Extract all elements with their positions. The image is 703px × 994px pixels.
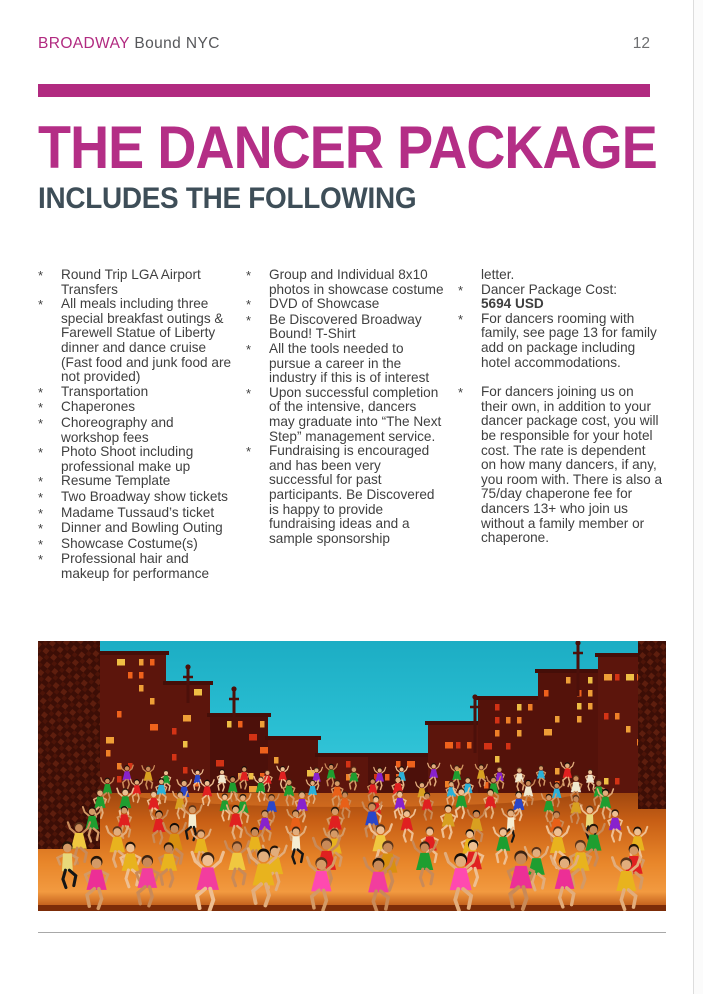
bullet-asterisk: *	[246, 444, 252, 460]
package-item-text: Choreography and workshop fees	[61, 414, 174, 445]
accent-bar	[38, 84, 650, 97]
bullet-asterisk: *	[38, 445, 44, 461]
package-item-text: For dancers rooming with family, see page 13 for family add on package including hotel accommodations.	[481, 310, 657, 370]
package-item-text: Dancer Package Cost: 5694 USD	[481, 281, 618, 312]
package-item	[38, 474, 233, 490]
package-item	[38, 297, 233, 385]
package-item	[458, 385, 663, 546]
brand-accent-text: BROADWAY	[38, 35, 130, 52]
package-cost-value: 5694 USD	[481, 296, 544, 312]
package-item-text: All the tools needed to pursue a career in the industry if this is of interest	[269, 340, 430, 386]
bullet-asterisk: *	[38, 505, 44, 521]
bullet-asterisk: *	[38, 536, 44, 552]
package-item	[38, 416, 233, 445]
package-list-section	[38, 268, 666, 581]
package-item	[246, 268, 445, 297]
package-item	[458, 268, 663, 283]
bullet-asterisk: *	[246, 385, 252, 401]
bullet-asterisk: *	[38, 552, 44, 568]
package-item	[38, 268, 233, 297]
package-item	[246, 342, 445, 386]
package-item	[38, 400, 233, 416]
package-item	[38, 490, 233, 506]
package-item	[246, 444, 445, 546]
package-item-text: Showcase Costume(s)	[61, 535, 198, 551]
bullet-asterisk: *	[38, 400, 44, 416]
bullet-asterisk: *	[38, 415, 44, 431]
package-item-text: Round Trip LGA Airport Transfers	[61, 267, 201, 297]
package-item-text: Be Discovered Broadway Bound! T-Shirt	[269, 311, 422, 342]
stage-photo-illustration	[38, 641, 666, 911]
package-item-text: Upon successful completion of the intensive, dancers may graduate into “The Next Step” management service.	[269, 384, 442, 444]
page-subtitle: INCLUDES THE FOLLOWING	[38, 182, 417, 215]
brand-rest-text: Bound NYC	[129, 35, 220, 52]
package-item	[246, 386, 445, 444]
bullet-asterisk: *	[246, 268, 252, 283]
bullet-asterisk: *	[38, 474, 44, 490]
bullet-asterisk: *	[246, 297, 252, 313]
bullet-asterisk: *	[246, 312, 252, 328]
bullet-asterisk: *	[38, 521, 44, 537]
bullet-asterisk: *	[38, 489, 44, 505]
package-item-text: Madame Tussaud’s ticket	[61, 504, 215, 520]
package-item	[458, 312, 663, 370]
package-item-text: Professional hair and makeup for performance	[61, 551, 210, 581]
package-item-text: Group and Individual 8x10 photos in showcase costume	[269, 267, 444, 297]
package-item-text: Resume Template	[61, 473, 171, 489]
package-item-text: DVD of Showcase	[269, 296, 380, 312]
package-item	[38, 537, 233, 553]
stage-photo	[38, 641, 666, 911]
package-column-1	[38, 268, 233, 581]
bullet-asterisk: *	[458, 385, 464, 401]
package-item	[38, 385, 233, 401]
bullet-asterisk: *	[38, 384, 44, 400]
package-item-text: Fundraising is encouraged and has been very successful for past participants. Be Discovered is happy to provide fundraising ideas and a sample sponsorship	[269, 443, 435, 546]
package-item-text: Chaperones	[61, 399, 136, 415]
package-item-text: Dinner and Bowling Outing	[61, 520, 223, 536]
package-item	[458, 283, 663, 312]
package-item-text: Photo Shoot including professional make up	[61, 444, 194, 474]
bullet-asterisk: *	[458, 282, 464, 298]
bullet-asterisk: *	[246, 341, 252, 357]
package-item	[38, 445, 233, 474]
package-item-text: Two Broadway show tickets	[61, 488, 228, 504]
package-item-text: Transportation	[61, 383, 149, 399]
package-item-text: For dancers joining us on their own, in addition to your dancer package cost, you will be responsible for your hotel cost. The rate is dependent on how many dancers, if any, you room with. There is also a 75/day chaperone fee for dancers 13+ who join us without a family member or chaperone.	[481, 384, 663, 546]
bullet-asterisk: *	[38, 268, 44, 283]
package-item	[246, 297, 445, 313]
package-item	[38, 552, 233, 581]
page-edge-strip	[694, 0, 703, 994]
footer-divider	[38, 932, 666, 933]
bullet-asterisk: *	[38, 297, 44, 313]
package-item	[246, 313, 445, 342]
bullet-asterisk	[458, 268, 481, 269]
package-item	[38, 506, 233, 522]
bullet-asterisk: *	[458, 311, 464, 327]
package-item	[38, 521, 233, 537]
package-item-text: All meals including three special breakfast outings & Farewell Statue of Liberty dinner and dance cruise (Fast food and junk food are not provided)	[61, 296, 232, 385]
package-column-3	[458, 268, 663, 581]
package-item-text: letter.	[481, 267, 515, 282]
package-column-2	[246, 268, 445, 581]
page-number: 12	[632, 35, 650, 52]
page-title: THE DANCER PACKAGE	[38, 114, 657, 181]
